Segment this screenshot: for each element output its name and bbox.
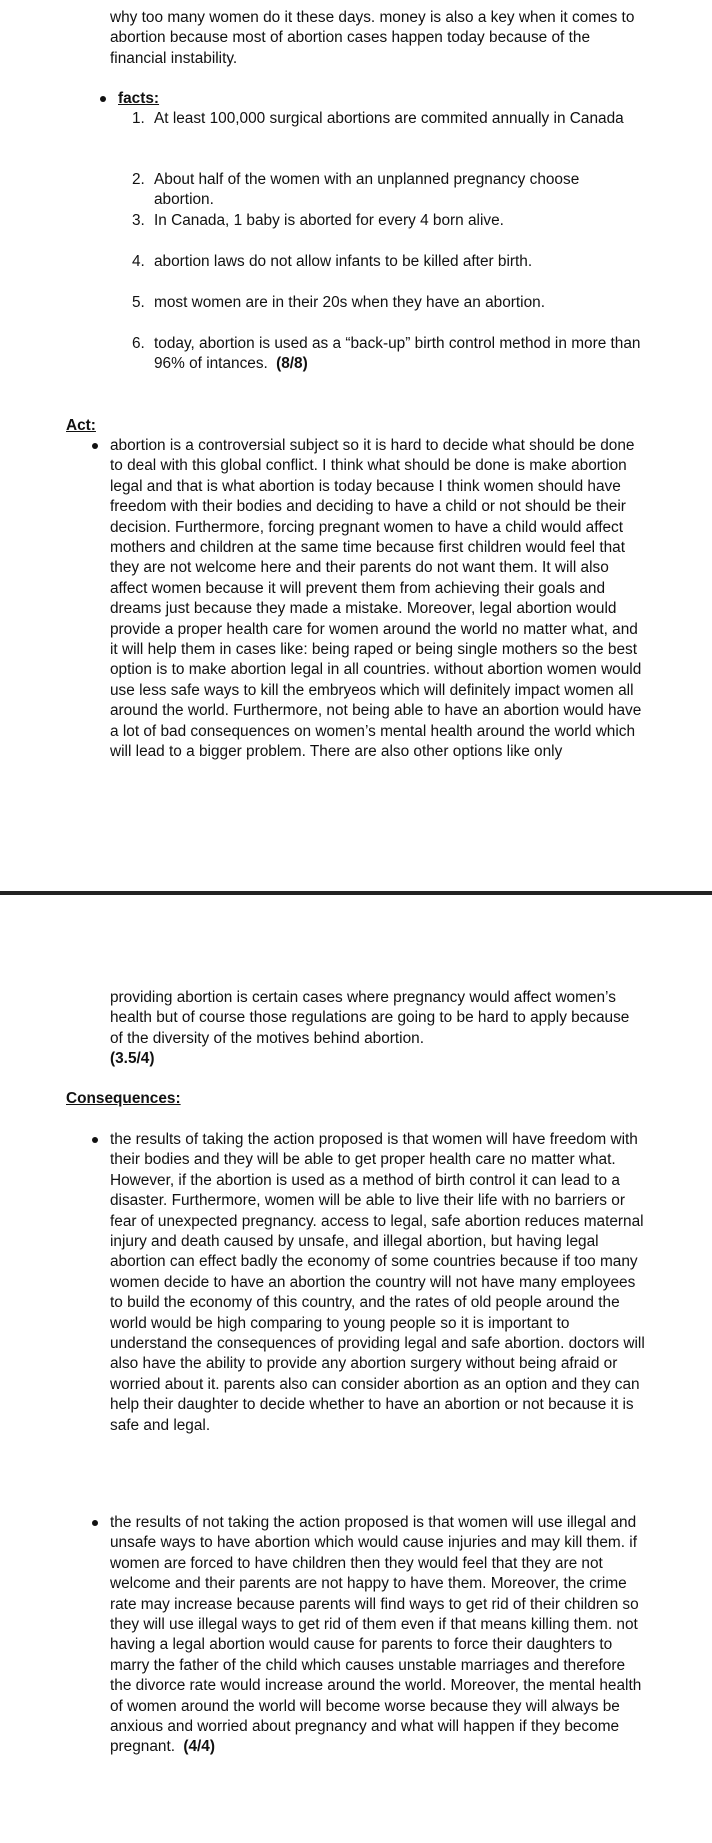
fact-text: abortion laws do not allow infants to be killed after birth. xyxy=(154,253,533,270)
fact-item xyxy=(132,170,642,211)
fact-number: 3. xyxy=(132,212,145,229)
fact-text: most women are in their 20s when they have an abortion. xyxy=(154,294,545,311)
fact-text: In Canada, 1 baby is aborted for every 4 born alive. xyxy=(154,212,504,229)
act-score: (3.5/4) xyxy=(110,1050,155,1068)
fact-number: 1. xyxy=(132,110,145,127)
consequence-bullet-2 xyxy=(110,1513,645,1758)
consequence-text-2: the results of not taking the action proposed is that women will use illegal and unsafe ways to have abortion which would cause injuries and may kill them. if women are forced to have children then they would feel that they are not welcome and their parents are not happy to have them. Moreover, the crime rate may increase because parents will find ways to get rid of their children so they will use illegal ways to get rid of them even if that means killing them. not having a legal abortion would cause for parents to force their daughters to marry the father of the child which causes unstable marriages and therefore the divorce rate would increase around the world. Moreover, the mental health of women around the world will become worse because they will always be anxious and worried about pregnancy and what will happen if they become pregnant. xyxy=(110,1514,642,1756)
fact-number: 2. xyxy=(132,171,145,188)
page-separator xyxy=(0,891,712,895)
intro-text: why too many women do it these days. money is also a key when it comes to abortion because most of abortion cases happen today because of the financial instability. xyxy=(110,9,635,67)
fact-number: 6. xyxy=(132,335,145,352)
consequence-text-1: the results of taking the action proposed is that women will have freedom with their bodies and they will be able to get proper health care no matter what. However, if the abortion is used as a method of birth control it can lead to a disaster. Furthermore, women will be able to live their life with no barriers or fear of unexpected pregnancy. access to legal, safe abortion reduces maternal injury and death caused by unsafe, and illegal abortion, but having legal abortion can effect badly the economy of some countries because if too many women decide to have an abortion the country will not have many employees to build the economy of this country, and the rates of old people around the world would be high comparing to young people so it is important to understand the consequences of providing legal and safe abortion. doctors will also have the ability to provide any abortion surgery without being afraid or worried about it. parents also can consider abortion as an option and they can help their daughter to decide whether to have an abortion or not because it is safe and legal. xyxy=(110,1131,645,1434)
act-continued-text: providing abortion is certain cases where pregnancy would affect women’s health but of course those regulations are going to be hard to apply because of the diversity of the motives behind abortion. xyxy=(110,989,630,1047)
consequences-heading-wrap xyxy=(66,1089,181,1109)
act-bullet xyxy=(110,436,645,763)
act-heading-wrap xyxy=(66,416,96,436)
consequences-heading: Consequences: xyxy=(66,1090,181,1107)
fact-number: 4. xyxy=(132,253,145,270)
facts-bullet xyxy=(118,89,638,109)
fact-item xyxy=(132,334,642,375)
act-heading: Act: xyxy=(66,417,96,434)
act-continued xyxy=(110,988,645,1070)
act-text: abortion is a controversial subject so it is hard to decide what should be done to deal with this global conflict. I think what should be done is make abortion legal and that is what abortion is today because I think women should have freedom with their bodies and deciding to have a child or not should be their decision. Furthermore, forcing pregnant women to have a child would affect mothers and children at the same time because first children would feel that they are not welcome here and their parents do not want them. It will also affect women because it will prevent them from achieving their goals and dreams just because they made a mistake. Moreover, legal abortion would provide a proper health care for women around the world no matter what, and it will help them in cases like: being raped or being single mothers so the best option is to make abortion legal in all countries. without abortion women would use less safe ways to kill the embryeos which will definitely impact women all around the world. Furthermore, not being able to have an abortion would have a lot of bad consequences on women’s mental health around the world which will lead to a bigger problem. There are also other options like only xyxy=(110,437,642,761)
fact-text: About half of the women with an unplanned pregnancy choose abortion. xyxy=(154,171,580,209)
consequences-score: (4/4) xyxy=(183,1738,215,1756)
fact-text: At least 100,000 surgical abortions are commited annually in Canada xyxy=(154,110,624,127)
fact-item xyxy=(132,293,642,313)
intro-paragraph xyxy=(110,8,640,69)
fact-text: today, abortion is used as a “back-up” birth control method in more than 96% of intances. xyxy=(154,335,641,373)
facts-heading: facts: xyxy=(118,90,160,107)
fact-number: 5. xyxy=(132,294,145,311)
fact-item xyxy=(132,109,642,129)
fact-item xyxy=(132,211,642,231)
facts-score: (8/8) xyxy=(276,355,308,373)
fact-item xyxy=(132,252,642,272)
consequence-bullet-1 xyxy=(110,1130,645,1436)
